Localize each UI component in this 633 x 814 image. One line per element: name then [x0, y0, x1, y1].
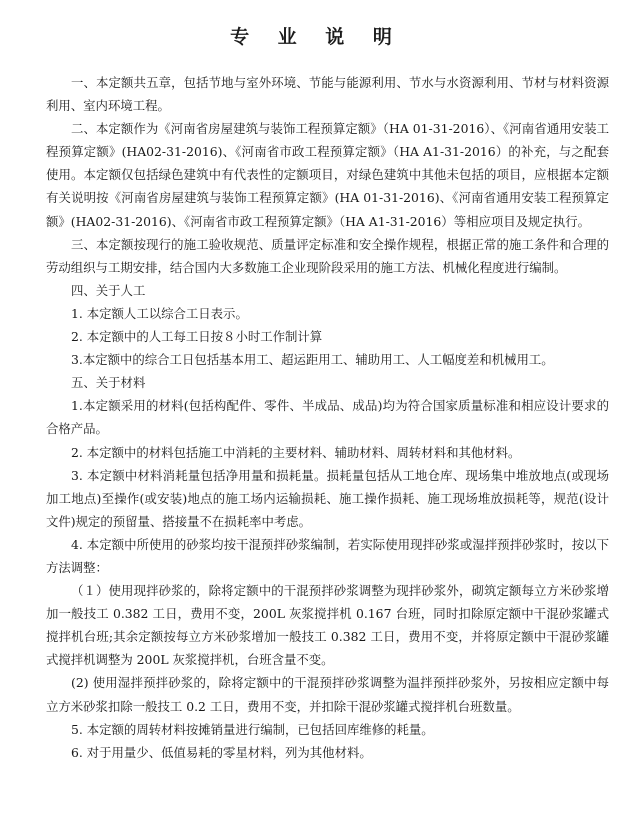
- section-heading-labor: 四、关于人工: [71, 282, 146, 298]
- materials-item-4: 4. 本定额中所使用的砂浆均按干混预拌砂浆编制，若实际使用现拌砂浆或湿拌预拌砂浆时，按以下方法调整：: [46, 536, 609, 575]
- paragraph-basis: 三、本定额按现行的施工验收规范、质量评定标准和安全操作规程，根据正常的施工条件和合理的劳动组织与工期安排，结合国内大多数施工企业现阶段采用的施工方法、机械化程度进行编制。: [46, 236, 609, 275]
- materials-item-4-sub-2: (2) 使用湿拌预拌砂浆的，除将定额中的干混预拌砂浆调整为温拌预拌砂浆外，另按相应定额中每立方米砂浆扣除一般技工 0.2 工日，费用不变，并扣除干混砂浆罐式搅拌机台班数量。: [46, 675, 609, 714]
- labor-item-2: 2. 本定额中的人工每工日按８小时工作制计算: [71, 329, 323, 345]
- section-heading-materials: 五、关于材料: [71, 375, 146, 391]
- materials-item-2: 2. 本定额中的材料包括施工中消耗的主要材料、辅助材料、周转材料和其他材料。: [71, 444, 521, 460]
- labor-item-3: 3.本定额中的综合工日包括基本用工、超运距用工、辅助用工、人工幅度差和机械用工。: [71, 352, 554, 368]
- document-body: [46, 71, 609, 764]
- materials-item-6: 6. 对于用量少、低值易耗的零星材料，列为其他材料。: [71, 744, 372, 760]
- page-title: 专 业 说 明: [230, 26, 403, 48]
- materials-item-4-sub-1: （１）使用现拌砂浆的，除将定额中的干混预拌砂浆调整为现拌砂浆外，砌筑定额每立方米砂浆增加一般技工 0.382 工日，费用不变，200L 灰浆搅拌机 0.167 台班，同时扣除原定额中干混砂浆罐式搅拌机台班;其余定额按每立方米砂浆增加一般技工 0.382 工日，费用不变，并将原定额中干混砂浆罐式搅拌机调整为 200L 灰浆搅拌机，台班含量不变。: [46, 583, 609, 668]
- materials-item-1: 1.本定额采用的材料(包括构配件、零件、半成品、成品)均为符合国家质量标准和相应设计要求的合格产品。: [46, 398, 609, 437]
- paragraph-chapters: 一、本定额共五章，包括节地与室外环境、节能与能源利用、节水与水资源利用、节材与材料资源利用、室内环境工程。: [46, 75, 609, 114]
- paragraph-supplement: 二、本定额作为《河南省房屋建筑与装饰工程预算定额》（HA 01-31-2016）、《河南省通用安装工程预算定额》(HA02-31-2016)、《河南省市政工程预算定额》（HA A1-31-2016）的补充，与之配套使用。本定额仅包括绿色建筑中有代表性的定额项目，对绿色建筑中其他未包括的项目，应根据本定额有关说明按《河南省房屋建筑与装饰工程预算定额》(HA 01-31-2016)、《河南省通用安装工程预算定额》(HA02-31-2016)、《河南省市政工程预算定额》（HA A1-31-2016）等相应项目及规定执行。: [46, 121, 609, 229]
- labor-item-1: 1. 本定额人工以综合工日表示。: [71, 305, 248, 321]
- materials-item-3: 3. 本定额中材料消耗量包括净用量和损耗量。损耗量包括从工地仓库、现场集中堆放地点(或现场加工地点)至操作(或安装)地点的施工场内运输损耗、施工操作损耗、施工现场堆放损耗等，规范(设计文件)规定的预留量、搭接量不在损耗率中考虑。: [46, 467, 609, 529]
- materials-item-5: 5. 本定额的周转材料按摊销量进行编制，已包括回库维修的耗量。: [71, 721, 434, 737]
